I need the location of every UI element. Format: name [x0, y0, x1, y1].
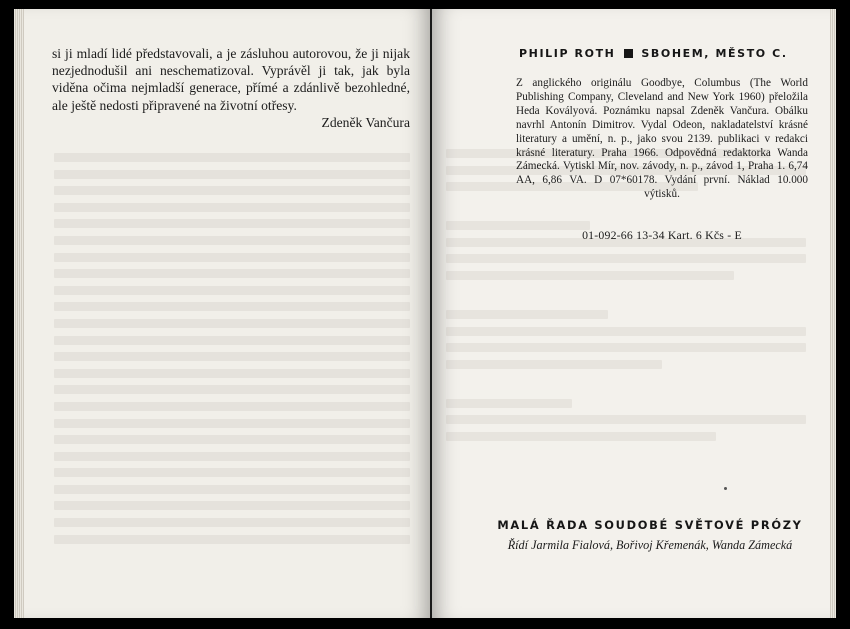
imprint-block — [516, 77, 808, 202]
afterword-signature: Zdeněk Vančura — [321, 115, 410, 130]
bleed-through-text — [54, 153, 410, 551]
page-edge-stack-right — [830, 9, 836, 618]
book-header — [519, 47, 788, 60]
imprint-text: Z anglického originálu Goodbye, Columbus (The World Publishing Company, Cleveland and New York 1960) přeložila Heda Kovályová. Poznámku napsal Zdeněk Vančura. Obálku navrhl Antonín Dimitrov. Vydal Odeon, nakladatelství krásné literatury a umění, n. p., jako svou 2139. publikaci v redakci krásné literatury. Praha 1966. Odpovědná redaktorka Wanda Zámecká. Vytiskl Mír, nov. závody, n. p., závod 1, Praha 1. 6,74 AA, 6,86 VA. D 07*60178. Vydání první. Náklad 10.000 výtisků. — [516, 77, 808, 201]
afterword-paragraph: si ji mladí lidé představovali, a je zásluhou autorovou, že ji nijak nezjednodušil ani neschematizoval. Vyprávěl ji tak, jak byla viděna očima nejmladší generace, přímé a zdánlivě bezohledné, ale ještě nedosti připravené na životní otřesy. — [52, 46, 410, 113]
catalog-price-line: 01-092-66 13-34 Kart. 6 Kčs - E — [582, 228, 742, 242]
ink-dot — [724, 487, 727, 490]
book-spread — [14, 9, 836, 618]
left-page — [14, 9, 430, 618]
right-page — [432, 9, 836, 618]
series-title: MALÁ ŘADA SOUDOBÉ SVĚTOVÉ PRÓZY — [497, 518, 803, 532]
series-editors: Řídí Jarmila Fialová, Bořivoj Křemenák, Wanda Zámecká — [507, 538, 793, 552]
page-edge-stack — [14, 9, 24, 618]
book-title: SBOHEM, MĚSTO C. — [641, 47, 788, 60]
author-name: PHILIP ROTH — [519, 47, 616, 60]
afterword-text — [52, 45, 410, 114]
square-separator-icon — [624, 49, 633, 58]
